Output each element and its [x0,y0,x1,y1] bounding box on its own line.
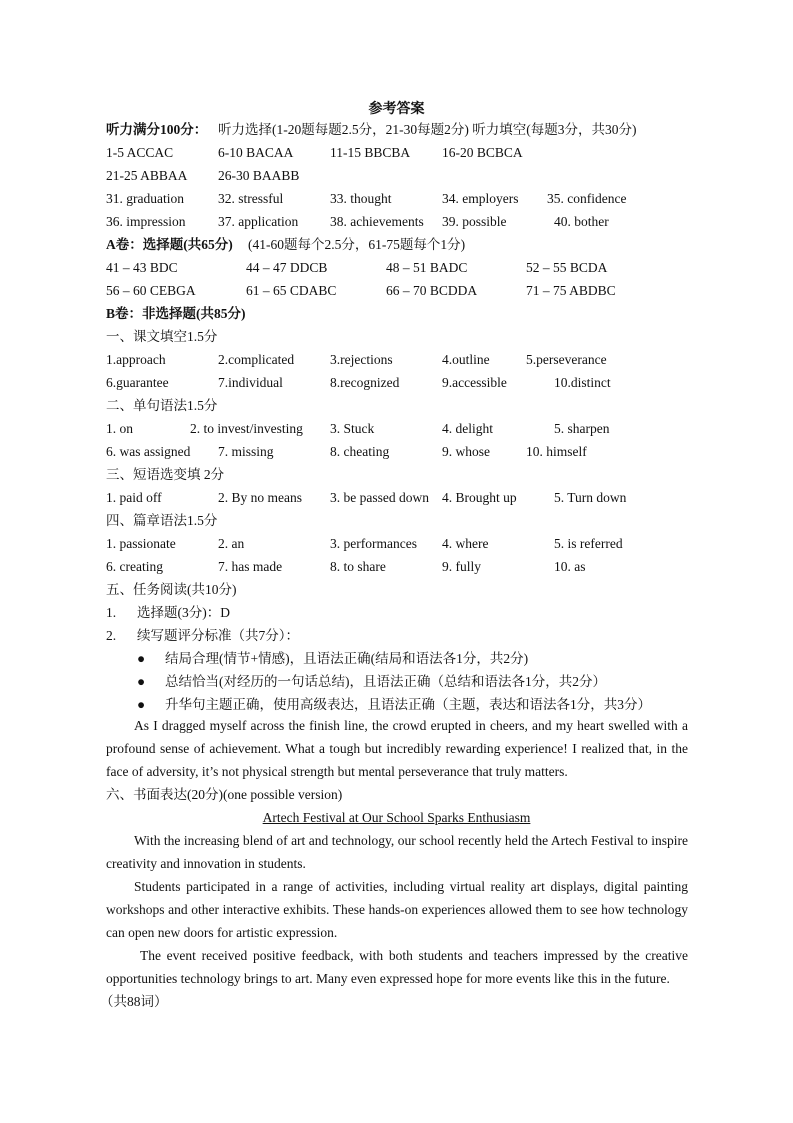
word-count: （共88词） [100,994,168,1009]
answer: 21-25 ABBAA [106,168,188,183]
answer: 1. passionate [106,536,176,551]
answer: 48 – 51 BADC [386,260,468,275]
answer: 1.approach [106,352,166,367]
answer: 44 – 47 DDCB [246,260,328,275]
bullet-icon: ● [137,651,146,666]
essay-paragraph-2 [106,875,688,944]
answer: 1. on [106,421,133,436]
section-4-row-2 [0,555,793,578]
answer: 6. creating [106,559,163,574]
section-2-header [0,394,793,417]
answer: 38. achievements [330,214,424,229]
rubric-bullet-1 [0,647,793,670]
answer: 33. thought [330,191,392,206]
answer: 10.distinct [554,375,611,390]
answer: 3.rejections [330,352,393,367]
answer: 10. as [554,559,586,574]
answer: 2. an [218,536,245,551]
answer: 39. possible [442,214,507,229]
rubric-bullet-3 [0,693,793,716]
section-6-header [0,783,793,806]
section-5-header [0,578,793,601]
listening-header [0,118,793,141]
answer: 8. cheating [330,444,390,459]
section-5-header-text: 五、任务阅读(共10分) [106,582,237,597]
section-2-row-1 [0,417,793,440]
answer: 6. was assigned [106,444,191,459]
answer: 5. Turn down [554,490,627,505]
part-a-header-rest: (41-60题每个2.5分，61-75题每个1分) [248,237,466,252]
answer: 1-5 ACCAC [106,145,174,160]
answer: 32. stressful [218,191,284,206]
answer: 3. be passed down [330,490,429,505]
answer: 1. paid off [106,490,162,505]
paragraph-text: The event received positive feedback, with both students and teachers impressed by the creative opportunities technology brings to art. Many even expressed hope for more events like this in the future. [106,948,688,986]
section-5-item-2 [0,624,793,647]
section-5-item-1 [0,601,793,624]
answer: 40. bother [554,214,609,229]
page-title: 参考答案 [368,102,425,117]
section-4-row-1 [0,532,793,555]
item-text: 续写题评分标准（共7分）： [137,628,299,643]
sample-continuation-paragraph [106,714,688,783]
answer: 4. Brought up [442,490,517,505]
answer: 7. missing [218,444,274,459]
listening-choice-row-1 [0,141,793,164]
part-a-row-2 [0,279,793,302]
listening-choice-row-2 [0,164,793,187]
essay-paragraph-3 [106,944,688,990]
answer: 4. where [442,536,489,551]
word-count-line [0,990,793,1013]
section-1-header-text: 一、课文填空1.5分 [106,329,218,344]
rubric-bullet-2 [0,670,793,693]
part-a-row-1 [0,256,793,279]
essay-title-text: Artech Festival at Our School Sparks Enthusiasm [262,810,531,825]
answer: 3. performances [330,536,417,551]
answer: 7. has made [218,559,283,574]
answer: 16-20 BCBCA [442,145,523,160]
answer: 35. confidence [547,191,627,206]
answer: 3. Stuck [330,421,375,436]
listening-header-bold: 听力满分100分： [106,122,208,137]
answer: 6-10 BACAA [218,145,294,160]
answer: 5. sharpen [554,421,610,436]
answer: 34. employers [442,191,519,206]
answer: 61 – 65 CDABC [246,283,337,298]
part-b-header [0,302,793,325]
section-2-header-text: 二、单句语法1.5分 [106,398,218,413]
section-3-row-1 [0,486,793,509]
answer: 2. to invest/investing [190,421,303,436]
paragraph-text: Students participated in a range of activities, including virtual reality art displays, digital painting workshops and other interactive exhibits. These hands-on experiences allowed them to see how technology can open new doors for artistic expression. [106,879,688,940]
answer: 4.outline [442,352,490,367]
item-number: 1. [106,605,117,620]
part-a-header-bold: A卷：选择题(共65分) [106,237,233,252]
listening-blank-row-2 [0,210,793,233]
item-number: 2. [106,628,117,643]
answer: 37. application [218,214,299,229]
sample-text: As I dragged myself across the finish line, the crowd erupted in cheers, and my heart swelled with a profound sense of achievement. What a tough but incredibly rewarding experience! I realized that, in the face of adversity, it’s not physical strength but mental perseverance that truly matters. [106,718,688,779]
listening-blank-row-1 [0,187,793,210]
section-4-header [0,509,793,532]
bullet-icon: ● [137,697,146,712]
answer: 2.complicated [218,352,295,367]
answer: 71 – 75 ABDBC [526,283,616,298]
answer: 26-30 BAABB [218,168,300,183]
section-1-row-2 [0,371,793,394]
bullet-icon: ● [137,674,146,689]
answer: 52 – 55 BCDA [526,260,608,275]
answer: 2. By no means [218,490,302,505]
answer: 31. graduation [106,191,184,206]
section-1-header [0,325,793,348]
section-2-row-2 [0,440,793,463]
paragraph-text: With the increasing blend of art and technology, our school recently held the Artech Festival to inspire creativity and innovation in students. [106,833,688,871]
essay-title [0,806,793,829]
section-6-header-text: 六、书面表达(20分)(one possible version) [106,787,343,802]
answer: 4. delight [442,421,493,436]
answer: 9. whose [442,444,490,459]
part-a-header [0,233,793,256]
section-3-header [0,463,793,486]
part-b-header-text: B卷：非选择题(共85分) [106,306,246,321]
section-4-header-text: 四、篇章语法1.5分 [106,513,218,528]
answer: 9.accessible [442,375,507,390]
section-1-row-1 [0,348,793,371]
listening-header-rest: 听力选择(1-20题每题2.5分，21-30每题2分) 听力填空(每题3分，共30分) [218,122,637,137]
answer: 8. to share [330,559,386,574]
answer: 66 – 70 BCDDA [386,283,478,298]
answer: 41 – 43 BDC [106,260,178,275]
answer: 8.recognized [330,375,400,390]
section-3-header-text: 三、短语选变填 2分 [106,467,225,482]
answer: 7.individual [218,375,283,390]
answer: 6.guarantee [106,375,169,390]
item-text: 选择题(3分)：D [137,605,230,620]
answer: 11-15 BBCBA [330,145,411,160]
answer: 36. impression [106,214,186,229]
answer: 10. himself [526,444,587,459]
bullet-text: 结局合理(情节+情感)，且语法正确(结局和语法各1分，共2分) [165,651,529,666]
bullet-text: 升华句主题正确，使用高级表达，且语法正确（主题，表达和语法各1分，共3分） [165,697,651,712]
essay-paragraph-1 [106,829,688,875]
bullet-text: 总结恰当(对经历的一句话总结)，且语法正确（总结和语法各1分，共2分） [165,674,606,689]
answer: 56 – 60 CEBGA [106,283,196,298]
answer: 5. is referred [554,536,623,551]
answer: 9. fully [442,559,481,574]
answer: 5.perseverance [526,352,607,367]
